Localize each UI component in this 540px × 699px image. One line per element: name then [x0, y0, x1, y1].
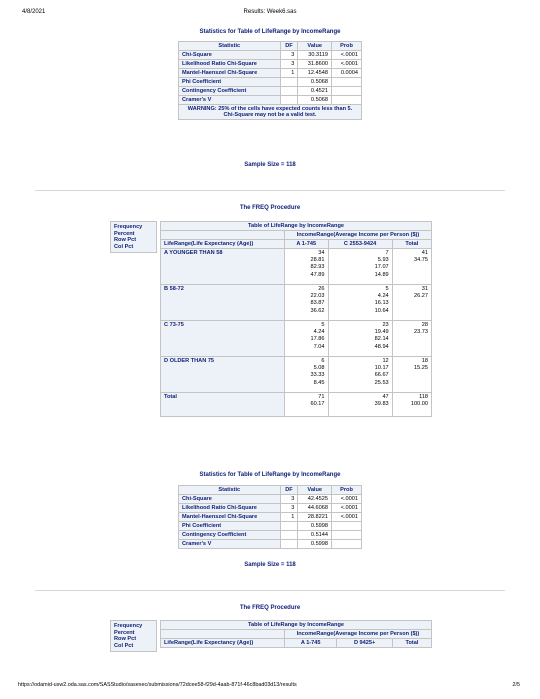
table-row: Phi Coefficient 0.5068 — [179, 78, 362, 87]
stats1-sample-size: Sample Size = 118 — [244, 162, 296, 168]
table-row: Contingency Coefficient 0.4521 — [179, 87, 362, 96]
col-head-a: A 1-745 — [285, 240, 329, 249]
freq1-crosstab — [160, 221, 432, 417]
table-row: C 73-75 5 4.24 17.86 7.04 23 19.49 82.14 48.94 28 23.73 — [161, 321, 432, 357]
table-row: Mantel-Haenszel Chi-Square 1 28.8221 <.0001 — [179, 513, 362, 522]
footer-url: https://odamid-usw2.oda.sas.com/SASStudio/sasexec/submissions/72dcee58-f29d-4aab-871f-46c8bad03d13/results — [18, 682, 297, 688]
col-prob: Prob — [332, 42, 362, 51]
row-var-header: LifeRange(Life Expectancy (Age)) — [161, 639, 285, 648]
col-value: Value — [298, 42, 332, 51]
col-group-header: IncomeRange(Average Income per Person ($)) — [285, 231, 432, 240]
col-statistic: Statistic — [179, 42, 281, 51]
crosstab-title: Table of LifeRange by IncomeRange — [161, 222, 432, 231]
stats1-title: Statistics for Table of LifeRange by IncomeRange — [199, 29, 341, 35]
col-group-header: IncomeRange(Average Income per Person ($)) — [285, 630, 432, 639]
warning-row — [179, 105, 362, 120]
stats2-sample-size: Sample Size = 118 — [244, 562, 296, 568]
total-row: Total 71 60.17 47 39.83 118 100.00 — [161, 393, 432, 417]
col-head-a: A 1-745 — [285, 639, 337, 648]
chi-square-warning: WARNING: 25% of the cells have expected counts less than 5. Chi-Square may not be a valid test. — [179, 105, 362, 120]
footer-page-number: 2/5 — [512, 682, 520, 688]
freq1-cell-legend: Frequency Percent Row Pct Col Pct — [110, 221, 157, 253]
table-row: Contingency Coefficient 0.5144 — [179, 531, 362, 540]
freq2-cell-legend: Frequency Percent Row Pct Col Pct — [110, 620, 157, 652]
stats1-table — [178, 41, 362, 120]
table-row: D OLDER THAN 75 6 5.08 33.33 8.45 12 10.17 66.67 25.53 18 15.25 — [161, 357, 432, 393]
table-row: Cramer's V 0.5998 — [179, 540, 362, 549]
table-row: Phi Coefficient 0.5998 — [179, 522, 362, 531]
stats1-header-row — [179, 42, 362, 51]
section-divider — [35, 590, 505, 591]
page-header-title: Results: Week6.sas — [243, 9, 297, 15]
crosstab-title: Table of LifeRange by IncomeRange — [161, 621, 432, 630]
section-divider — [35, 190, 505, 191]
table-row: A YOUNGER THAN 58 34 28.81 82.93 47.89 7 5.93 17.07 14.89 41 34.75 — [161, 249, 432, 285]
freq2-crosstab — [160, 620, 432, 648]
col-df: DF — [280, 42, 298, 51]
table-row: Mantel-Haenszel Chi-Square 1 12.4548 0.0004 — [179, 69, 362, 78]
table-row: Cramer's V 0.5068 — [179, 96, 362, 105]
col-head-d: D 9425+ — [337, 639, 393, 648]
table-row: Likelihood Ratio Chi-Square 3 44.6068 <.0001 — [179, 504, 362, 513]
stats2-table — [178, 485, 362, 549]
table-row: B 58-72 26 22.03 83.87 36.62 5 4.24 16.13 10.64 31 26.27 — [161, 285, 432, 321]
freq1-procedure-title: The FREQ Procedure — [239, 205, 301, 211]
table-row: Chi-Square 3 30.3119 <.0001 — [179, 51, 362, 60]
row-var-header: LifeRange(Life Expectancy (Age)) — [161, 240, 285, 249]
table-row: Likelihood Ratio Chi-Square 3 31.8600 <.0001 — [179, 60, 362, 69]
col-head-total: Total — [392, 240, 431, 249]
stats2-title: Statistics for Table of LifeRange by IncomeRange — [199, 472, 341, 478]
col-head-total: Total — [392, 639, 431, 648]
table-row: Chi-Square 3 42.4525 <.0001 — [179, 495, 362, 504]
stats2-header-row: Statistic DF Value Prob — [179, 486, 362, 495]
print-date: 4/8/2021 — [22, 9, 46, 15]
col-head-c: C 2553-9424 — [328, 240, 392, 249]
freq2-procedure-title: The FREQ Procedure — [239, 605, 301, 611]
